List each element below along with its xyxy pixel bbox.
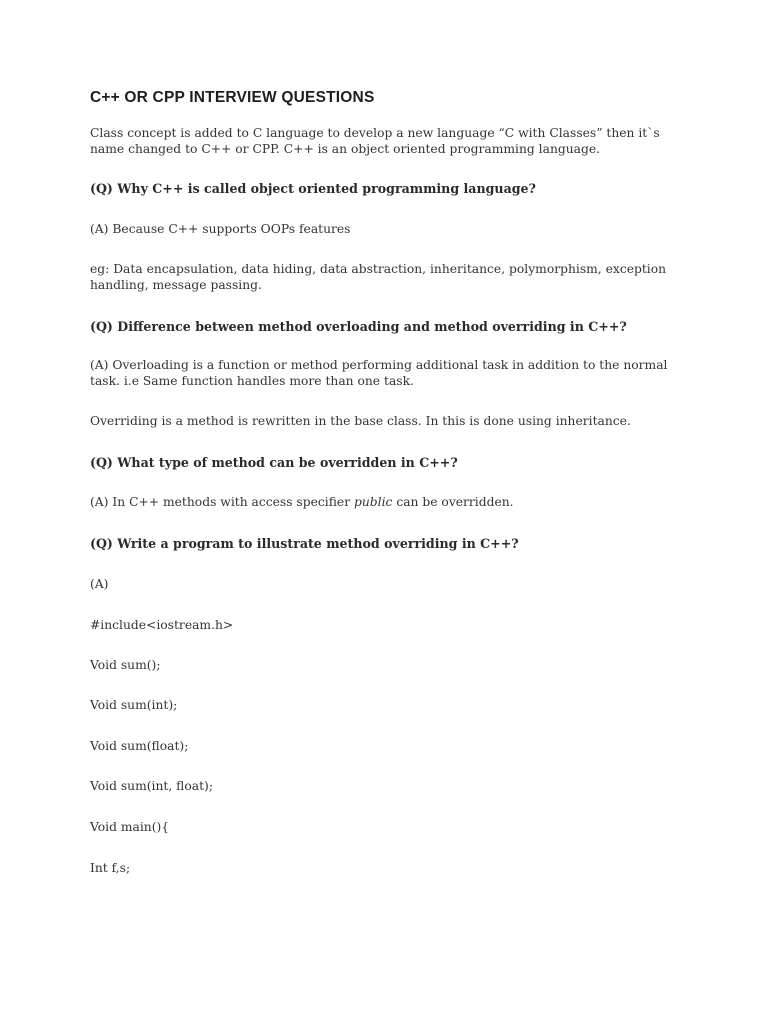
answer-4: (A) bbox=[90, 577, 109, 591]
document-title: C++ OR CPP INTERVIEW QUESTIONS bbox=[90, 89, 375, 106]
intro-paragraph: Class concept is added to C language to develop a new language “C with Classes” then it`s name changed to C++ or CPP. C++ is an object oriented programming language. bbox=[90, 126, 660, 156]
answer-1: (A) Because C++ supports OOPs features bbox=[90, 222, 351, 236]
answer-2-overriding: Overriding is a method is rewritten in the base class. In this is done using inheritance. bbox=[90, 414, 631, 428]
answer-3 bbox=[90, 495, 680, 511]
question-2: (Q) Difference between method overloading and method overriding in C++? bbox=[90, 319, 627, 334]
answer-3-text-end: can be overridden. bbox=[392, 495, 514, 509]
code-line: Void sum(float); bbox=[90, 739, 189, 753]
answer-1-example: eg: Data encapsulation, data hiding, data abstraction, inheritance, polymorphism, exception handling, message passing. bbox=[90, 262, 667, 292]
answer-3-emphasis: public bbox=[353, 495, 393, 509]
question-1: (Q) Why C++ is called object oriented programming language? bbox=[90, 181, 536, 196]
answer-2: (A) Overloading is a function or method performing additional task in addition to the normal task. i.e Same function handles more than one task. bbox=[90, 358, 668, 388]
code-line: Void sum(); bbox=[90, 658, 161, 672]
answer-3-text-start: (A) In C++ methods with access specifier bbox=[90, 495, 354, 509]
code-line: Void sum(int); bbox=[90, 698, 178, 712]
code-line: Int f,s; bbox=[90, 861, 131, 875]
code-line: #include<iostream.h> bbox=[90, 618, 234, 632]
code-line: Void sum(int, float); bbox=[90, 779, 213, 793]
question-3: (Q) What type of method can be overridden in C++? bbox=[90, 455, 458, 470]
code-line: Void main(){ bbox=[90, 820, 170, 834]
question-4: (Q) Write a program to illustrate method overriding in C++? bbox=[90, 536, 519, 551]
